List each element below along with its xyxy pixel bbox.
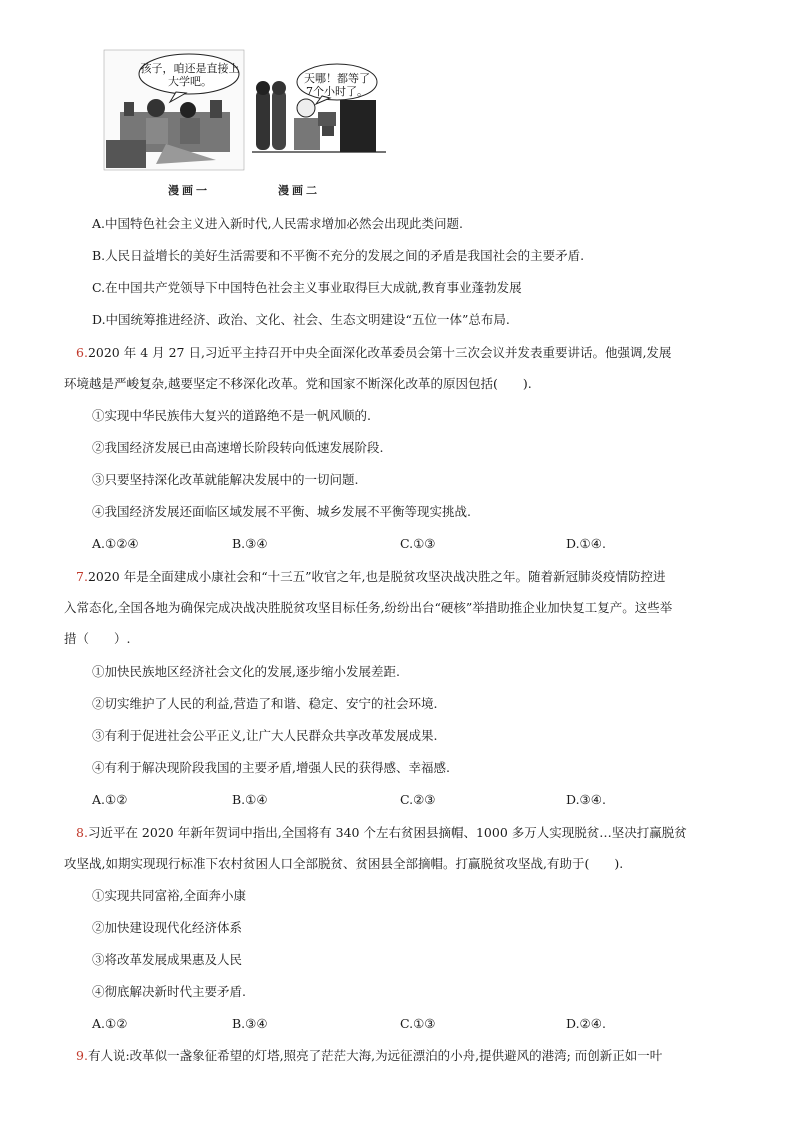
q7-choice-c[interactable]: C.②③ — [400, 792, 436, 807]
q8-stem-text-1: 习近平在 2020 年新年贺词中指出,全国将有 340 个左右贫困县摘帽、1000 多万人实现脱贫…坚决打赢脱贫 — [87, 825, 687, 840]
q7-choice-a[interactable]: A.①② — [92, 792, 128, 807]
q8-item-3: ③将改革发展成果惠及人民 — [92, 952, 243, 967]
q6-stem-text-1: 2020 年 4 月 27 日,习近平主持召开中央全面深化改革委员会第十三次会议并发表重要讲话。他强调,发展 — [87, 345, 672, 360]
q7-choice-b[interactable]: B.①④ — [232, 792, 268, 807]
q9-number: 9. — [76, 1048, 88, 1063]
q7-stem-line-2: 入常态化,全国各地为确保完成决战决胜脱贫攻坚目标任务,纷纷出台“硬核”举措助推企业加快复工复产。这些举 — [64, 600, 673, 615]
q7-item-2: ②切实维护了人民的利益,营造了和谐、稳定、安宁的社会环境. — [92, 696, 438, 711]
comic-bubble-1: 孩子，咱还是直接上大学吧。 — [140, 62, 240, 88]
q8-item-1: ①实现共同富裕,全面奔小康 — [92, 888, 246, 903]
q7-item-4: ④有利于解决现阶段我国的主要矛盾,增强人民的获得感、幸福感. — [92, 760, 450, 775]
q8-stem-line-1 — [76, 825, 687, 841]
q5-option-a: A.中国特色社会主义进入新时代,人民需求增加必然会出现此类问题. — [92, 216, 463, 231]
q7-item-3: ③有利于促进社会公平正义,让广大人民群众共享改革发展成果. — [92, 728, 438, 743]
q9-stem-text-1: 有人说:改革似一盏象征希望的灯塔,照亮了茫茫大海,为远征漂泊的小舟,提供避风的港湾; 而创新正如一叶 — [87, 1048, 663, 1063]
comic-illustration — [96, 40, 406, 200]
q6-choice-c[interactable]: C.①③ — [400, 536, 436, 551]
q6-stem-line-2: 环境越是严峻复杂,越要坚定不移深化改革。党和国家不断深化改革的原因包括( ). — [64, 376, 532, 391]
q7-stem-text-1: 2020 年是全面建成小康社会和“十三五”收官之年,也是脱贫攻坚决战决胜之年。随着新冠肺炎疫情防控进 — [87, 569, 666, 584]
comic-caption-2: 漫画二 — [278, 184, 320, 197]
q7-item-1: ①加快民族地区经济社会文化的发展,逐步缩小发展差距. — [92, 664, 400, 679]
q8-number: 8. — [76, 825, 88, 840]
q6-stem-line-1 — [76, 345, 671, 361]
q6-item-2: ②我国经济发展已由高速增长阶段转向低速发展阶段. — [92, 440, 384, 455]
comic-bubble-2: 天哪！都等了7个小时了。 — [304, 72, 370, 98]
q6-item-4: ④我国经济发展还面临区域发展不平衡、城乡发展不平衡等现实挑战. — [92, 504, 471, 519]
q8-item-2: ②加快建设现代化经济体系 — [92, 920, 243, 935]
q6-choice-b[interactable]: B.③④ — [232, 536, 268, 551]
q7-stem-line-3: 措（ ）. — [64, 631, 131, 646]
q8-item-4: ④彻底解决新时代主要矛盾. — [92, 984, 246, 999]
q7-stem-line-1 — [76, 569, 665, 585]
q5-option-c: C.在中国共产党领导下中国特色社会主义事业取得巨大成就,教育事业蓬勃发展 — [92, 280, 522, 295]
q6-choice-a[interactable]: A.①②④ — [92, 536, 139, 551]
q8-choice-a[interactable]: A.①② — [92, 1016, 128, 1031]
q7-choice-d[interactable]: D.③④. — [566, 792, 606, 807]
q6-number: 6. — [76, 345, 88, 360]
q8-choice-c[interactable]: C.①③ — [400, 1016, 436, 1031]
q6-item-1: ①实现中华民族伟大复兴的道路绝不是一帆风顺的. — [92, 408, 371, 423]
q8-choice-b[interactable]: B.③④ — [232, 1016, 268, 1031]
comic-caption-1: 漫画一 — [168, 184, 210, 197]
q5-option-d: D.中国统筹推进经济、政治、文化、社会、生态文明建设“五位一体”总布局. — [92, 312, 510, 327]
q8-choice-d[interactable]: D.②④. — [566, 1016, 606, 1031]
q7-number: 7. — [76, 569, 88, 584]
q8-stem-line-2: 攻坚战,如期实现现行标准下农村贫困人口全部脱贫、贫困县全部摘帽。打赢脱贫攻坚战,有助于( ). — [64, 856, 624, 871]
q5-option-b: B.人民日益增长的美好生活需要和不平衡不充分的发展之间的矛盾是我国社会的主要矛盾. — [92, 248, 585, 263]
q6-item-3: ③只要坚持深化改革就能解决发展中的一切问题. — [92, 472, 359, 487]
q6-choice-d[interactable]: D.①④. — [566, 536, 606, 551]
q9-stem-line-1 — [76, 1048, 662, 1064]
